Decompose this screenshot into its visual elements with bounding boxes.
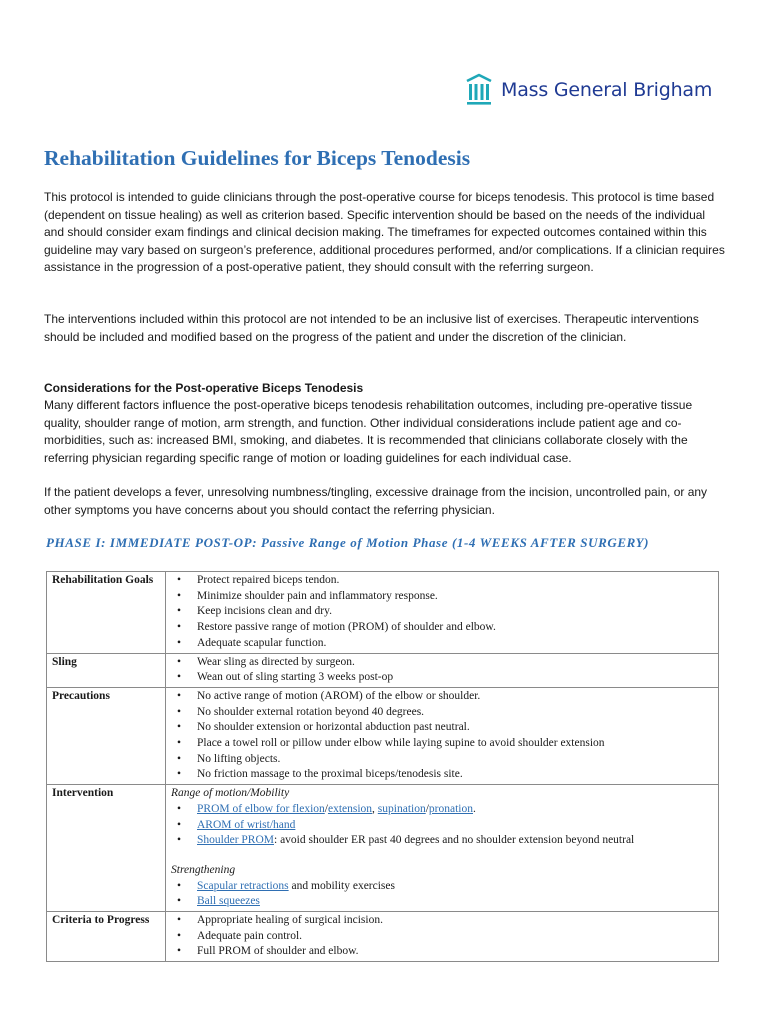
rom-subheading: Range of motion/Mobility bbox=[171, 787, 290, 800]
list-item: • No lifting objects. bbox=[171, 752, 713, 768]
list-item: • Adequate scapular function. bbox=[171, 636, 713, 652]
list-item: • No shoulder extension or horizontal abduction past neutral. bbox=[171, 720, 713, 736]
list-item: • Wean out of sling starting 3 weeks post-op bbox=[171, 670, 713, 686]
row-label: Precautions bbox=[47, 687, 166, 784]
list-item: • No active range of motion (AROM) of the elbow or shoulder. bbox=[171, 689, 713, 705]
criteria-list bbox=[171, 913, 713, 960]
interventions-paragraph: The interventions included within this protocol are not intended to be an inclusive list of exercises. Therapeutic interventions should be included and modified based on the progress of the patient and under the discretion of the clinician. bbox=[44, 312, 699, 344]
row-label: Intervention bbox=[47, 785, 166, 912]
precautions-list bbox=[171, 689, 713, 783]
list-item: • No friction massage to the proximal biceps/tenodesis site. bbox=[171, 767, 713, 783]
supination-link[interactable]: supination bbox=[377, 802, 426, 815]
mass-general-brigham-logo bbox=[465, 72, 712, 108]
rom-list bbox=[171, 802, 713, 849]
row-label: Sling bbox=[47, 653, 166, 687]
list-item: • Scapular retractions and mobility exercises bbox=[171, 879, 713, 895]
table-row-criteria bbox=[47, 912, 719, 962]
list-item: • Place a towel roll or pillow under elbow while laying supine to avoid shoulder extension bbox=[171, 736, 713, 752]
document-title: Rehabilitation Guidelines for Biceps Tenodesis bbox=[44, 146, 471, 170]
list-item: • Full PROM of shoulder and elbow. bbox=[171, 944, 713, 960]
building-columns-icon bbox=[465, 73, 493, 107]
pronation-link[interactable]: pronation bbox=[428, 802, 473, 815]
sling-list bbox=[171, 655, 713, 686]
table-row-precautions bbox=[47, 687, 719, 784]
row-label: Rehabilitation Goals bbox=[47, 572, 166, 654]
arom-wrist-hand-link[interactable]: AROM of wrist/hand bbox=[197, 818, 296, 831]
shoulder-prom-link[interactable]: Shoulder PROM bbox=[197, 834, 274, 847]
ball-squeezes-link[interactable]: Ball squeezes bbox=[197, 895, 260, 908]
intro-paragraph: This protocol is intended to guide clinicians through the post-operative course for biceps tenodesis. This protocol is time based (dependent on tissue healing) as well as criterion based. Specific intervention should be based on the needs of the individual and should consider exam findings and clinical decision making. The timeframes for expected outcomes contained within this guideline may vary based on surgeon’s preference, additional procedures performed, and/or complications. If a clinician requires assistance in the progression of a post-operative patient, they should consult with the referring surgeon. bbox=[44, 190, 725, 274]
list-item bbox=[171, 818, 713, 834]
table-row-goals bbox=[47, 572, 719, 654]
prom-flexion-link[interactable]: PROM of elbow for flexion bbox=[197, 802, 325, 815]
considerations-paragraph: Many different factors influence the post-operative biceps tenodesis rehabilitation outcomes, including pre-operative tissue quality, shoulder range of motion, arm strength, and function. Other individual considerations include patient age and co-morbidities, such as: increased BMI, smoking, and diabetes. It is recommended that clinicians collaborate closely with the referring physician regarding specific range of motion or loading guidelines for each individual case. bbox=[44, 398, 693, 465]
list-item: • Wear sling as directed by surgeon. bbox=[171, 655, 713, 671]
list-item: • Keep incisions clean and dry. bbox=[171, 604, 713, 620]
phase-heading: PHASE I: IMMEDIATE POST-OP: Passive Range of Motion Phase (1-4 WEEKS AFTER SURGERY) bbox=[46, 535, 650, 550]
list-item: • Shoulder PROM: avoid shoulder ER past 40 degrees and no shoulder extension beyond neutral bbox=[171, 833, 713, 849]
strengthening-list bbox=[171, 879, 713, 910]
row-label: Criteria to Progress bbox=[47, 912, 166, 962]
scapular-retractions-link[interactable]: Scapular retractions bbox=[197, 879, 289, 892]
list-item: • Minimize shoulder pain and inflammatory response. bbox=[171, 589, 713, 605]
goals-list bbox=[171, 573, 713, 652]
list-item: • PROM of elbow for flexion/extension, supination/pronation. bbox=[171, 802, 713, 818]
strengthening-subheading: Strengthening bbox=[171, 863, 236, 876]
phase-table bbox=[46, 571, 719, 962]
list-item: • Protect repaired biceps tendon. bbox=[171, 573, 713, 589]
table-row-intervention bbox=[47, 785, 719, 912]
warning-paragraph: If the patient develops a fever, unresolving numbness/tingling, excessive drainage from the incision, uncontrolled pain, or any other symptoms you have concerns about you should contact the referring physician. bbox=[44, 485, 708, 517]
extension-link[interactable]: extension bbox=[327, 802, 373, 815]
list-item bbox=[171, 894, 713, 910]
list-item: • Adequate pain control. bbox=[171, 929, 713, 945]
list-item: • No shoulder external rotation beyond 40 degrees. bbox=[171, 705, 713, 721]
list-item: • Appropriate healing of surgical incision. bbox=[171, 913, 713, 929]
considerations-heading: Considerations for the Post-operative Biceps Tenodesis bbox=[44, 381, 364, 395]
table-row-sling bbox=[47, 653, 719, 687]
logo-wordmark: Mass General Brigham bbox=[501, 79, 713, 101]
list-item: • Restore passive range of motion (PROM) of shoulder and elbow. bbox=[171, 620, 713, 636]
